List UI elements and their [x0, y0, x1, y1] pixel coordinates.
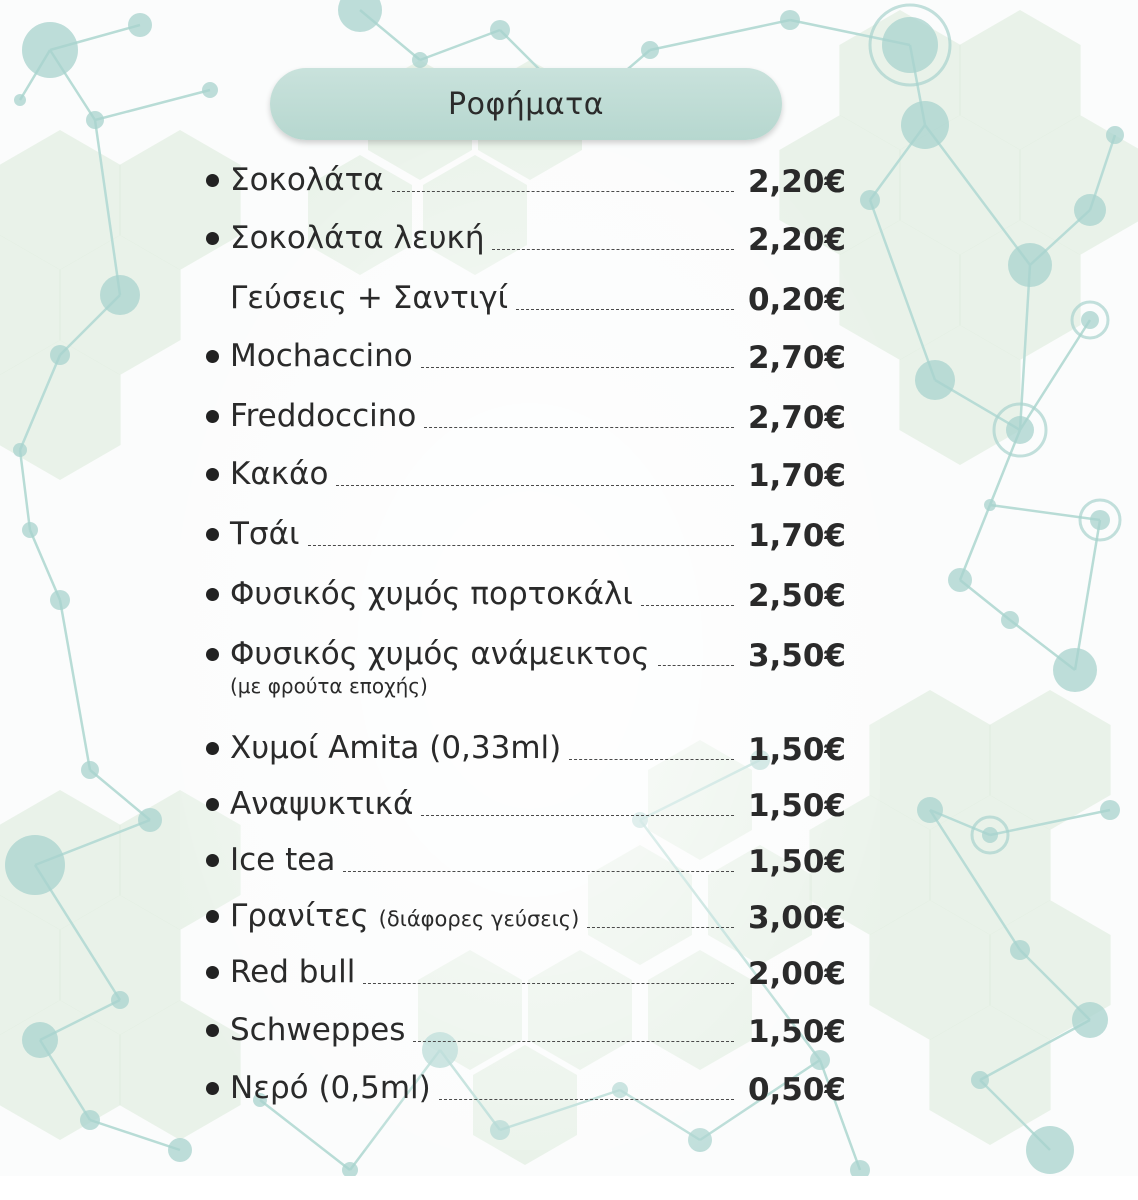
- menu-item-name: [230, 728, 561, 768]
- menu-item-price: 2,70€: [747, 400, 846, 436]
- dotted-leader: [658, 665, 734, 666]
- menu-item-name-text: Τσάι: [230, 516, 300, 552]
- bullet-icon: [206, 174, 219, 187]
- menu-item-name-text: Γρανίτες: [230, 898, 369, 934]
- bottom-strip: [0, 1176, 1138, 1200]
- menu-item-name: [230, 396, 416, 436]
- dotted-leader: [587, 927, 734, 928]
- bullet-icon: [206, 232, 219, 245]
- bullet-icon: [206, 410, 219, 423]
- menu-item-name-text: Φυσικός χυμός πορτοκάλι: [230, 576, 633, 612]
- bullet-icon: [206, 588, 219, 601]
- menu-item: [200, 454, 850, 498]
- menu-item-name: [230, 840, 335, 880]
- menu-item-name-text: Χυμοί Amita (0,33ml): [230, 730, 562, 766]
- menu-item-price: 2,20€: [747, 164, 846, 200]
- menu-item-name-suffix: (διάφορες γεύσεις): [378, 907, 580, 931]
- menu-item-name-text: Red bull: [230, 954, 356, 990]
- bullet-icon: [206, 1024, 219, 1037]
- menu-item-name-text: Κακάο: [230, 456, 329, 492]
- dotted-leader: [308, 545, 734, 546]
- menu-item: [200, 634, 850, 698]
- bullet-icon: [206, 468, 219, 481]
- menu-item-name-text: Αναψυκτικά: [230, 786, 414, 822]
- menu-item-price: 3,00€: [747, 900, 846, 936]
- menu-item: [200, 574, 850, 618]
- menu-item-price: 1,70€: [747, 518, 846, 554]
- menu-item-name: [230, 952, 355, 992]
- bullet-icon: [206, 350, 219, 363]
- menu-item-name: [230, 634, 650, 674]
- menu-item-price: 2,00€: [747, 956, 846, 992]
- menu-item: [200, 952, 850, 996]
- menu-item: [200, 160, 850, 204]
- bullet-icon: [206, 910, 219, 923]
- menu-item-price: 2,20€: [747, 222, 846, 258]
- menu-item: [200, 1068, 850, 1112]
- menu-item: [200, 840, 850, 884]
- bullet-icon: [206, 798, 219, 811]
- menu-item-price: 1,70€: [747, 458, 846, 494]
- dotted-leader: [439, 1099, 734, 1100]
- menu-item-name: [230, 1068, 431, 1108]
- menu-item: [200, 336, 850, 380]
- bullet-icon: [206, 528, 219, 541]
- menu-item-name-text: Freddoccino: [230, 398, 417, 434]
- menu-item-name: [230, 514, 300, 554]
- menu-item-name: [230, 278, 508, 318]
- menu-item-name: [230, 784, 413, 824]
- menu-item-name-text: Mochaccino: [230, 338, 413, 374]
- bullet-icon: [206, 742, 219, 755]
- menu-item: [200, 728, 850, 772]
- menu-item-price: 2,50€: [747, 578, 846, 614]
- menu-item-price: 1,50€: [747, 844, 846, 880]
- dotted-leader: [413, 1041, 734, 1042]
- menu-item-note: (με φρούτα εποχής): [230, 674, 428, 698]
- menu-item-name-text: Νερό (0,5ml): [230, 1070, 431, 1106]
- menu-item-name: [230, 896, 579, 939]
- menu-item: [200, 278, 850, 322]
- dotted-leader: [421, 367, 734, 368]
- menu-item: [200, 218, 850, 262]
- menu-item-name-text: Σοκολάτα λευκή: [230, 220, 485, 256]
- menu-item-name: [230, 454, 328, 494]
- menu-item-price: 3,50€: [747, 638, 846, 674]
- section-title: Ροφήματα: [448, 86, 604, 122]
- bullet-icon: [206, 1082, 219, 1095]
- bullet-icon: [206, 648, 219, 661]
- menu-item-price: 1,50€: [747, 1014, 846, 1050]
- dotted-leader: [516, 309, 734, 310]
- menu-item: [200, 784, 850, 828]
- menu-item-name: [230, 574, 633, 614]
- dotted-leader: [424, 427, 734, 428]
- dotted-leader: [363, 983, 734, 984]
- dotted-leader: [343, 871, 734, 872]
- dotted-leader: [641, 605, 734, 606]
- menu-item-name: [230, 1010, 405, 1050]
- dotted-leader: [492, 249, 734, 250]
- menu-item-price: 2,70€: [747, 340, 846, 376]
- dotted-leader: [336, 485, 734, 486]
- menu-item-price: 1,50€: [747, 788, 846, 824]
- menu-item: [200, 1010, 850, 1054]
- menu-item: [200, 514, 850, 558]
- menu-item-price: 0,20€: [747, 282, 846, 318]
- menu-item-name: [230, 218, 484, 258]
- menu-item-name-text: Schweppes: [230, 1012, 406, 1048]
- menu-item-name: [230, 336, 413, 376]
- menu-item-name-text: Γεύσεις + Σαντιγί: [230, 280, 509, 316]
- menu-item: [200, 896, 850, 940]
- dotted-leader: [421, 815, 734, 816]
- bullet-icon: [206, 854, 219, 867]
- dotted-leader: [569, 759, 734, 760]
- menu-item-price: 0,50€: [747, 1072, 846, 1108]
- dotted-leader: [392, 191, 734, 192]
- menu-item-name-text: Φυσικός χυμός ανάμεικτος: [230, 636, 650, 672]
- menu-item-price: 1,50€: [747, 732, 846, 768]
- bullet-icon: [206, 966, 219, 979]
- menu-item-name-text: Ice tea: [230, 842, 336, 878]
- menu-item-name: [230, 160, 384, 200]
- menu-item: [200, 396, 850, 440]
- menu-item-name-text: Σοκολάτα: [230, 162, 384, 198]
